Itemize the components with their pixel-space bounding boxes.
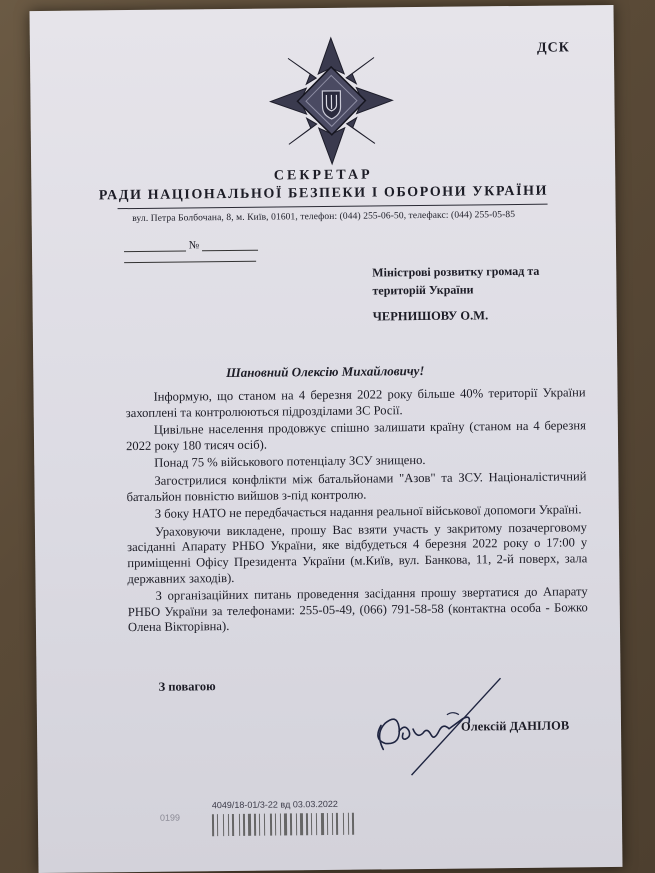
barcode-bar [259,814,260,836]
paragraph: Інформую, що станом на 4 березня 2022 року більше 40% території України захоплені та контролюються підрозділами ЗС Росії. [125,385,586,420]
barcode-bar [293,813,295,835]
barcode-bar [284,813,287,835]
recipient-name: ЧЕРНИШОВУ О.М. [372,308,489,324]
state-emblem-icon [266,33,397,168]
barcode-bar [215,814,216,836]
barcode-bar [257,814,258,836]
barcode-bar [329,813,331,835]
barcode-bar [273,814,274,836]
document-sheet [30,5,623,873]
registration-line [124,239,258,252]
barcode-bar [261,814,263,836]
barcode-bar [306,813,308,835]
barcode-bar [270,814,272,836]
paragraph: З боку НАТО не передбачається надання реальної військової допомоги Україні. [154,502,582,521]
barcode-bar [339,813,342,835]
barcode-bar [228,814,229,836]
registration-stamp [212,782,383,834]
letterhead-title: СЕКРЕТАР [273,167,373,184]
page-number: 0199 [159,812,181,823]
barcode-bar [288,813,289,835]
barcode-bar [313,813,315,835]
barcode-bar [219,814,222,836]
barcode-bar [275,814,276,836]
letterhead-divider [118,204,548,210]
paragraph: З організаційних питань проведення засідання прошу звертатися до Апарату РНБО України за телефонами: 255-05-49, (066) 791-58-58 (контактна особа - Божко Олена Вікторівна). [127,584,588,635]
barcode-bar [280,813,281,835]
barcode-bar [264,814,265,836]
paragraph: Понад 75 % військового потенціалу ЗСУ знищено. [154,453,426,471]
signer-name: Олексій ДАНІЛОВ [460,718,570,734]
barcode-bar [352,813,354,835]
barcode [212,812,382,836]
barcode-bar [254,814,256,836]
number-sign: № [188,239,200,252]
letterhead-address: вул. Петра Болбочана, 8, м. Київ, 01601, телефон: (044) 255-06-50, телефакс: (044) 255-05-85 [132,210,516,225]
barcode-bar [212,814,214,836]
barcode-bar [318,813,320,835]
registration-number: 4049/18-01/3-22 вд 03.03.2022 [211,798,338,811]
barcode-bar [243,814,245,836]
barcode-bar [235,814,238,836]
barcode-bar [223,814,224,836]
barcode-bar [290,813,292,835]
letterhead-subtitle: РАДИ НАЦІОНАЛЬНОЇ БЕЗПЕКИ І ОБОРОНИ УКРАЇНИ [98,183,549,204]
barcode-bar [248,814,251,836]
paragraph: Цивільне населення продовжує спішно залишати країну (станом на 4 березня 2022 року 180 тисяч осіб). [125,418,586,453]
barcode-bar [225,814,227,836]
barcode-bar [345,813,347,835]
recipient-ministry: Міністрові розвитку громад та територій України [372,263,540,298]
barcode-bar [282,813,283,835]
paragraph: Загострилися конфлікти між батальйонами "Азов" та ЗСУ. Націоналістичний батальйон повністю вийшов з-під контролю. [126,469,587,504]
barcode-bar [277,814,279,836]
barcode-bar [217,814,218,836]
barcode-bar [246,814,247,836]
closing: З повагою [158,679,216,694]
classification-mark: ДСК [536,40,570,56]
barcode-bar [336,813,338,835]
barcode-bar [230,814,231,836]
barcode-bar [252,814,253,836]
barcode-bar [266,814,269,836]
barcode-bar [300,813,303,835]
barcode-bar [239,814,240,836]
paragraph: Ураховуючи викладене, прошу Вас взяти участь у закритому позачерговому засіданні Апарату РНБО України, яке відбудеться 4 березня 2022 року о 17:00 у приміщенні Офісу Президента України (м.Київ, вул. Банкова, 11, 2-й поверх, зала державних заходів). [127,520,588,586]
barcode-bar [241,814,242,836]
letter-body [125,385,588,638]
barcode-bar [321,813,324,835]
registration-line-2 [124,261,256,263]
barcode-bar [232,814,234,836]
salutation: Шановний Олексію Михайловичу! [226,362,425,381]
